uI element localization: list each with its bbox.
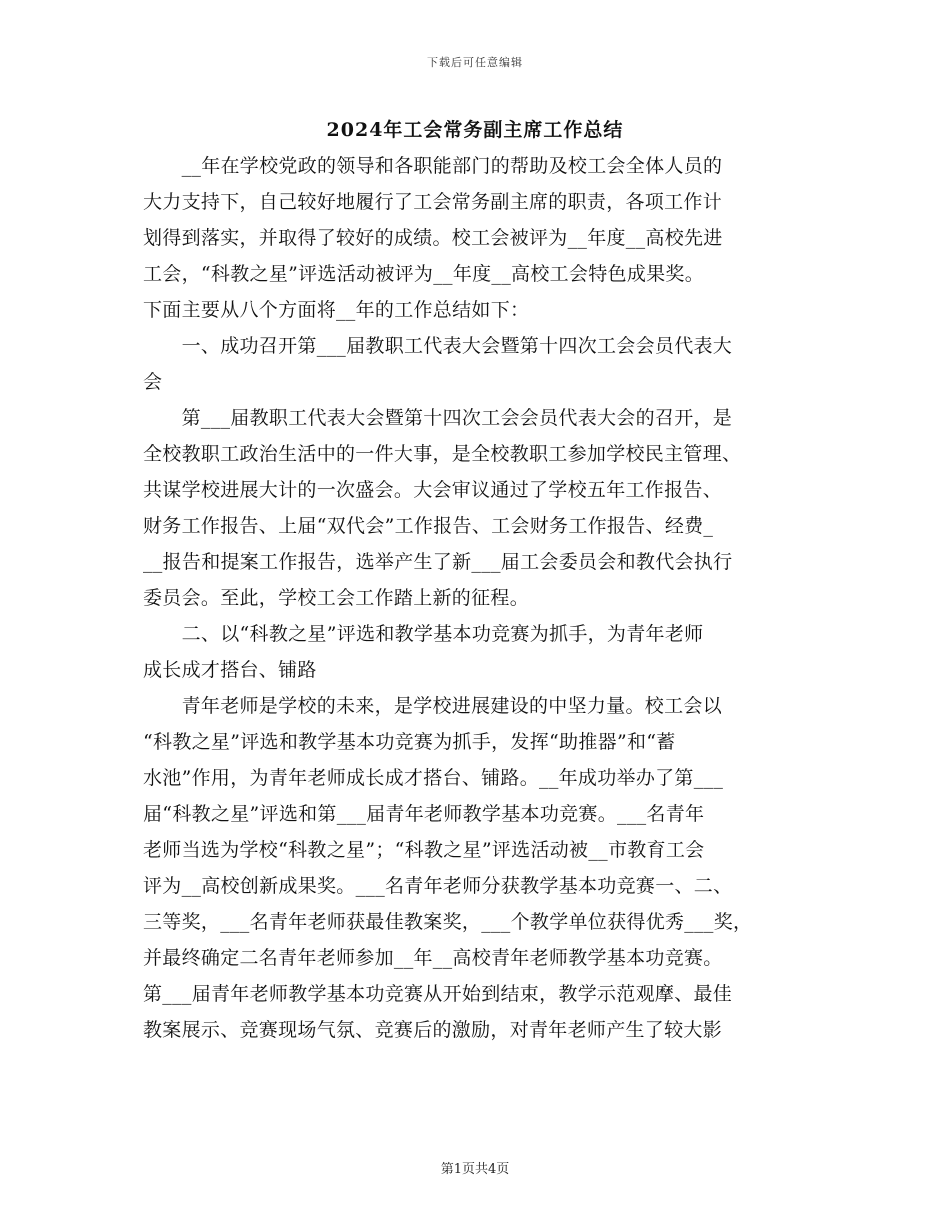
document-body	[143, 148, 823, 1048]
body-line: 教案展示、竞赛现场气氛、竞赛后的激励，对青年老师产生了较大影	[143, 1019, 723, 1041]
page-header-note: 下载后可任意编辑	[427, 56, 523, 69]
body-line: 第___届青年老师教学基本功竞赛从开始到结束，教学示范观摩、最佳	[143, 983, 733, 1005]
body-line: 委员会。至此，学校工会工作踏上新的征程。	[143, 587, 530, 609]
body-line: 划得到落实，并取得了较好的成绩。校工会被评为__年度__高校先进	[143, 227, 723, 249]
body-line: 下面主要从八个方面将__年的工作总结如下：	[143, 299, 530, 321]
body-line: __年在学校党政的领导和各职能部门的帮助及校工会全体人员的	[143, 155, 723, 177]
document-title: 2024年工会常务副主席工作总结	[326, 119, 624, 141]
body-line: 青年老师是学校的未来，是学校进展建设的中坚力量。校工会以	[143, 695, 723, 717]
body-line: “科教之星”评选和教学基本功竞赛为抓手，发挥“助推器”和“蓄	[143, 731, 676, 753]
section-heading-line: 二、以“科教之星”评选和教学基本功竞赛为抓手，为青年老师	[143, 623, 704, 645]
body-line: 工会，“科教之星”评选活动被评为__年度__高校工会特色成果奖。	[143, 263, 705, 285]
page-number-indicator: 第1页共4页	[440, 1162, 510, 1177]
body-line: 届“科教之星”评选和第___届青年老师教学基本功竞赛。___名青年	[143, 803, 705, 825]
body-line: 三等奖，___名青年老师获最佳教案奖，___个教学单位获得优秀___奖，	[143, 911, 753, 933]
body-line: 全校教职工政治生活中的一件大事，是全校教职工参加学校民主管理、	[143, 443, 742, 465]
section-heading-line: 一、成功召开第___届教职工代表大会暨第十四次工会会员代表大	[143, 335, 733, 357]
body-line: 评为__高校创新成果奖。___名青年老师分获教学基本功竞赛一、二、	[143, 875, 733, 897]
body-line: 财务工作报告、上届“双代会”工作报告、工会财务工作报告、经费_	[143, 515, 714, 537]
section-heading-line: 会	[143, 371, 163, 393]
body-line: 大力支持下，自己较好地履行了工会常务副主席的职责，各项工作计	[143, 191, 723, 213]
section-heading-line: 成长成才搭台、铺路	[143, 659, 317, 681]
body-line: 水池”作用，为青年老师成长成才搭台、铺路。__年成功举办了第___	[143, 767, 724, 789]
body-line: 老师当选为学校“科教之星”；“科教之星”评选活动被__市教育工会	[143, 839, 705, 861]
body-line: __报告和提案工作报告，选举产生了新___届工会委员会和教代会执行	[143, 551, 733, 573]
body-line: 并最终确定二名青年老师参加__年__高校青年老师教学基本功竞赛。	[143, 947, 723, 969]
body-line: 共谋学校进展大计的一次盛会。大会审议通过了学校五年工作报告、	[143, 479, 723, 501]
body-line: 第___届教职工代表大会暨第十四次工会会员代表大会的召开，是	[143, 407, 733, 429]
